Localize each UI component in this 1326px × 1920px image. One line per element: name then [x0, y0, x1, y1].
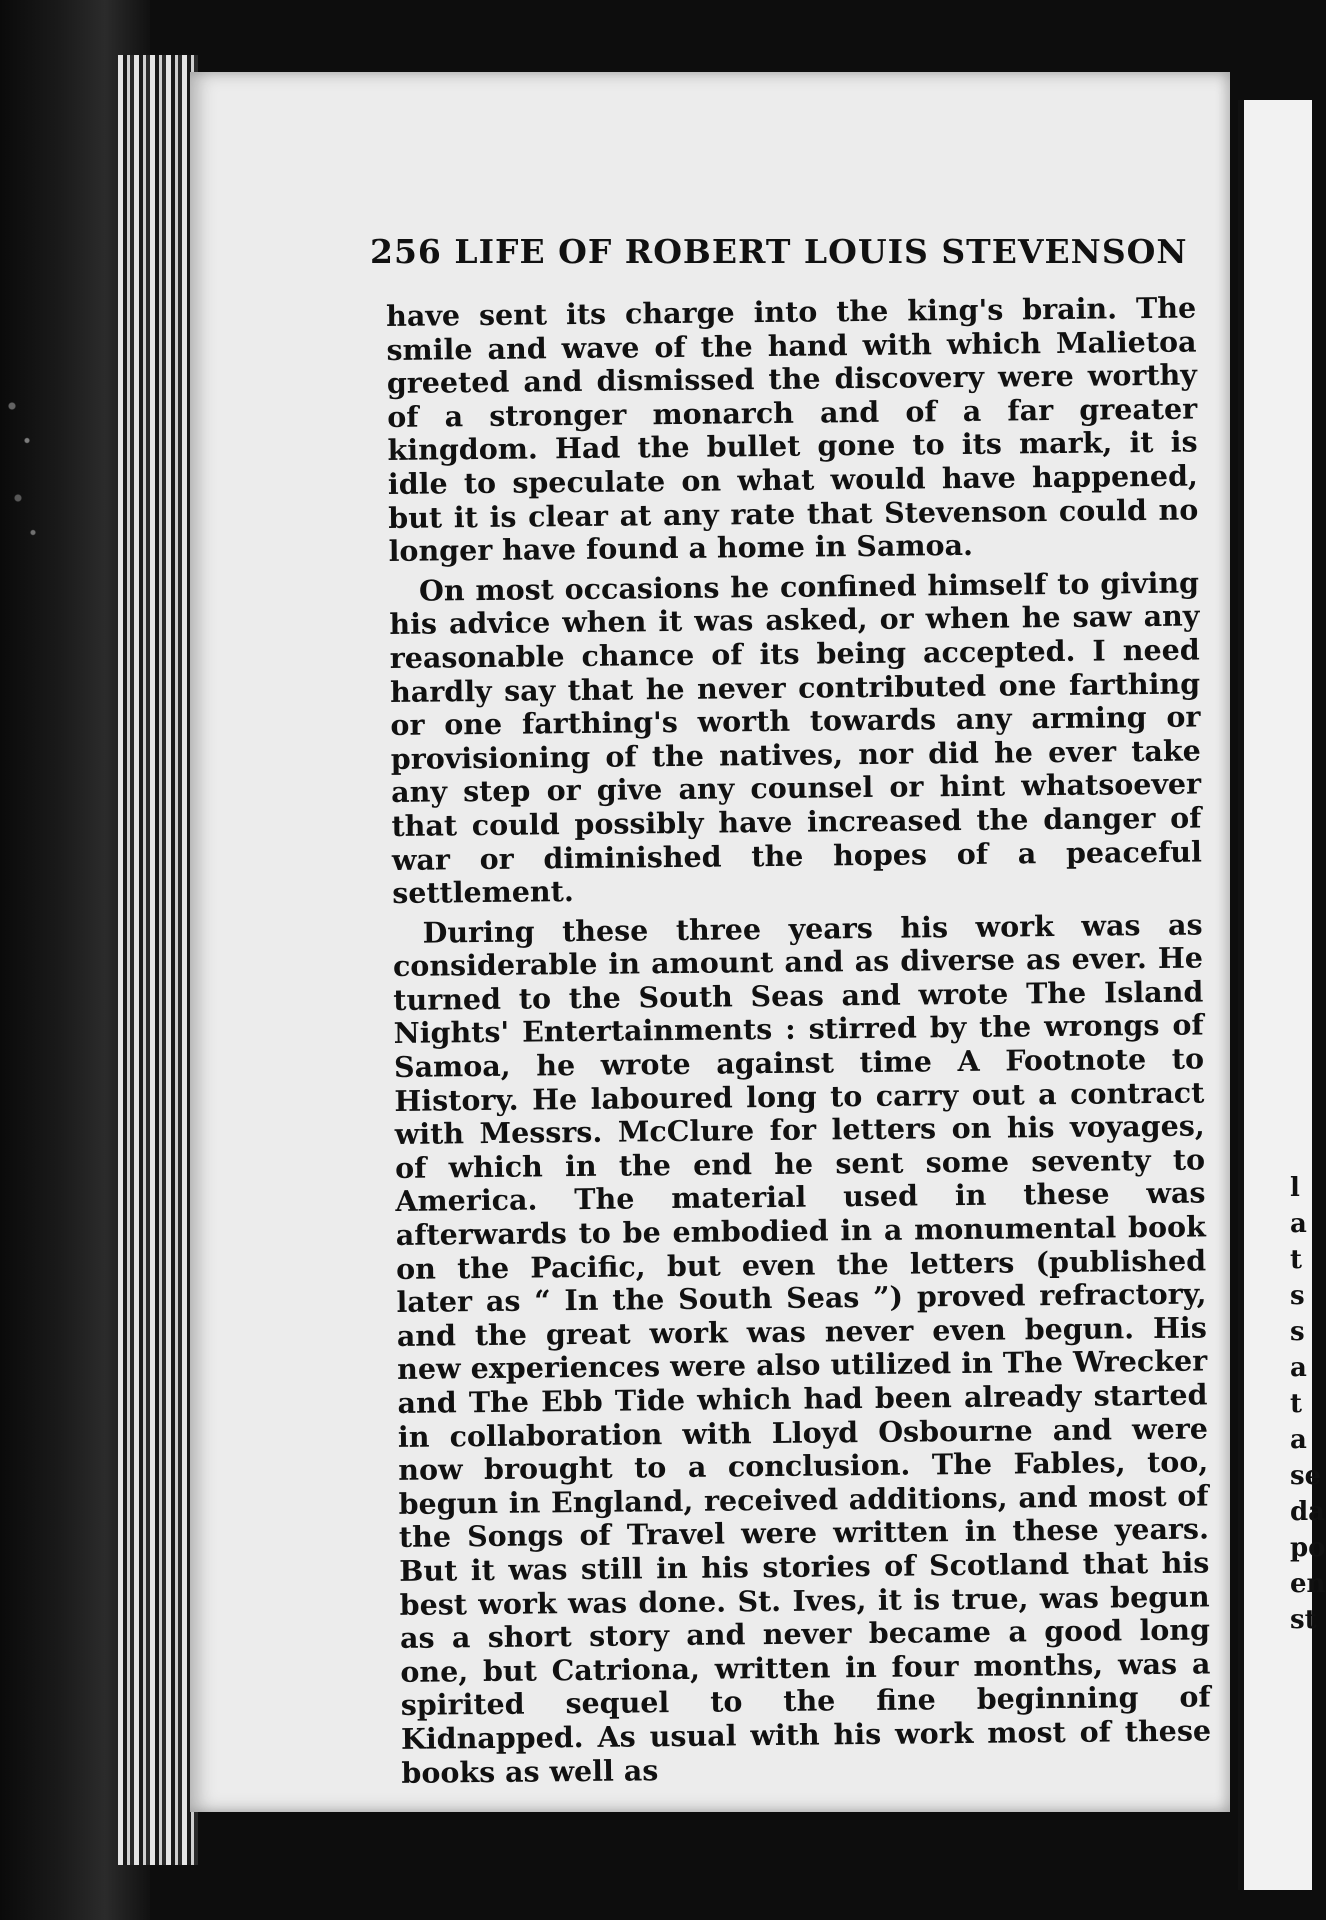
facing-fragment: po	[1290, 1533, 1326, 1563]
spine-texture	[0, 360, 60, 590]
facing-fragment: st	[1290, 1605, 1317, 1635]
facing-fragment: t	[1290, 1389, 1303, 1419]
facing-fragment: en	[1290, 1569, 1326, 1599]
facing-fragment: a	[1290, 1353, 1307, 1383]
paragraph: During these three years his work was as considerable in amount and as diverse as ever. He turned to the South Seas and wrote The Island Nights' Entertainments : stirred by the wrongs of Samoa, he wrote against time A Footnote to History. He laboured long to carry out a contract with Messrs. McClure for letters on his voyages, of which in the end he sent some seventy to America. The material used in these was afterwards to be embodied in a monumental book on the Pacific, but even the letters (published later as “ In the South Seas ”) proved refractory, and the great work was never even begun. His new experiences were also utilized in The Wrecker and The Ebb Tide which had been already started in collaboration with Lloyd Osbourne and were now brought to a conclusion. The Fables, too, begun in England, received additions, and most of the Songs of Travel were written in these years. But it was still in his stories of Scotland that his best work was done. St. Ives, it is true, was begun as a short story and never became a good long one, but Catriona, written in four months, was a spirited sequel to the fine beginning of Kidnapped. As usual with his work most of these books as well as	[392, 907, 1212, 1790]
facing-fragment: da	[1290, 1497, 1326, 1527]
facing-fragment: s	[1290, 1317, 1305, 1347]
facing-fragment: a	[1290, 1425, 1307, 1455]
facing-fragment: l	[1290, 1173, 1300, 1203]
body-text	[386, 292, 1212, 1791]
paragraph: have sent its charge into the king's brain. The smile and wave of the hand with which Malietoa greeted and dismissed the discovery were worthy of a stronger monarch and of a far greater kingdom. Had the bullet gone to its mark, it is idle to speculate on what would have happened, but it is clear at any rate that Stevenson could no longer have found a home in Samoa.	[385, 290, 1199, 569]
facing-fragment: t	[1290, 1245, 1303, 1275]
page-edges	[118, 55, 198, 1865]
facing-fragment: a	[1290, 1209, 1307, 1239]
facing-fragment: se	[1290, 1461, 1322, 1491]
paragraph: On most occasions he confined himself to giving his advice when it was asked, or when he saw any reasonable chance of its being accepted. I need hardly say that he never contributed one farthing or one farthing's worth towards any arming or provisioning of the natives, nor did he ever take any step or give any counsel or hint whatsoever that could possibly have increased the danger of war or diminished the hopes of a peaceful settlement.	[389, 565, 1202, 911]
running-head	[370, 232, 1270, 271]
facing-fragment: s	[1290, 1281, 1305, 1311]
facing-page-fragments	[1290, 1170, 1326, 1638]
page-number: 256	[370, 232, 442, 271]
running-head-title: LIFE OF ROBERT LOUIS STEVENSON	[454, 232, 1188, 271]
